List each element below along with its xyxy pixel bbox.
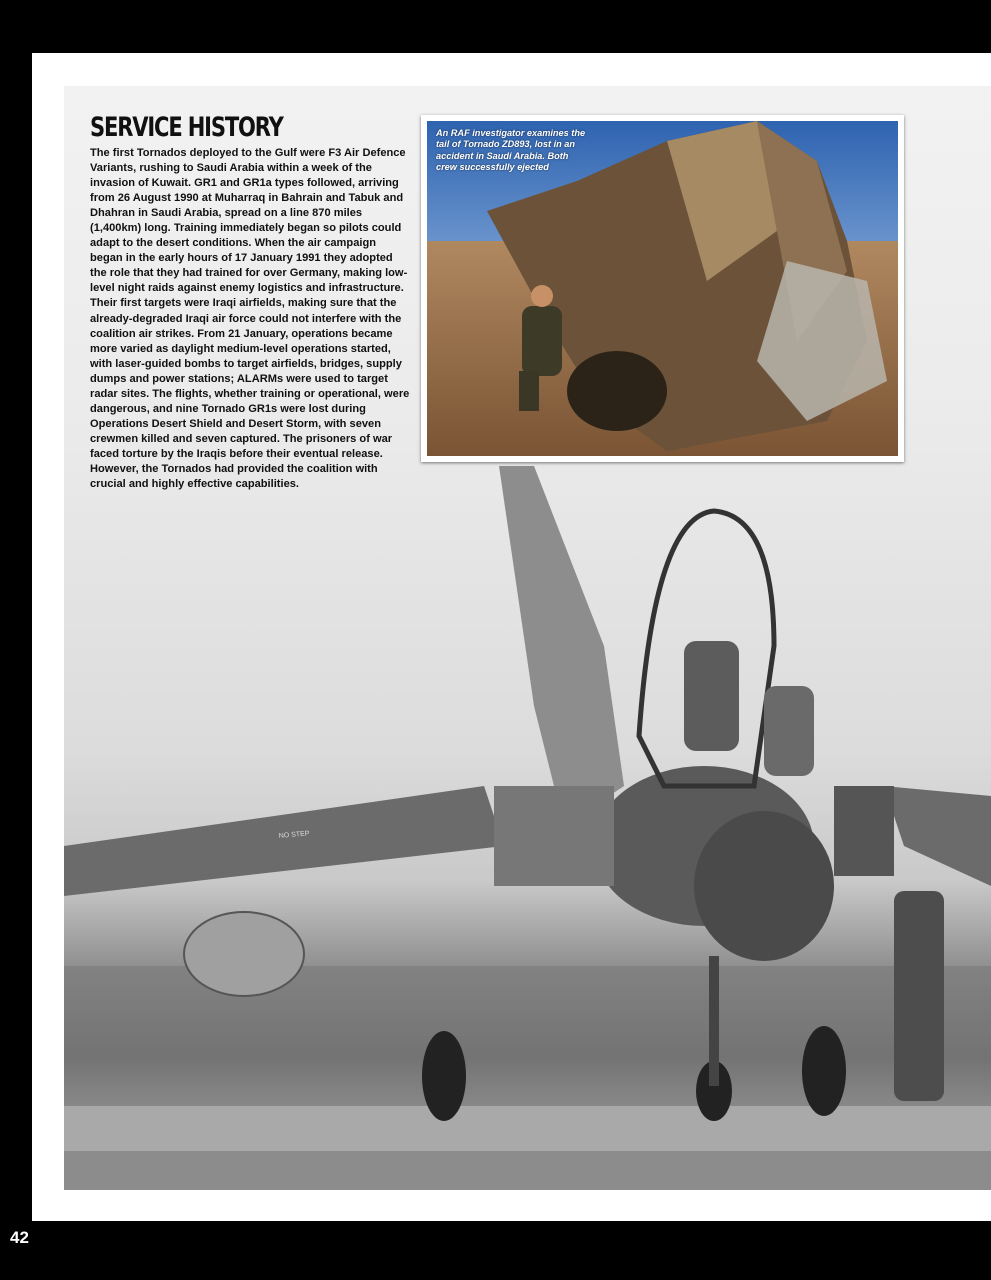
wing-marking: NO STEP <box>278 830 310 840</box>
inset-caption: An RAF investigator examines the tail of Tornado ZD893, lost in an accident in Saudi Arabia. Both crew successfully ejected <box>436 128 586 172</box>
article-title: SERVICE HISTORY <box>90 112 283 143</box>
article-body: The first Tornados deployed to the Gulf were F3 Air Defence Variants, rushing to Saudi Arabia within a week of the invasion of Kuwait. GR1 and GR1a types followed, arriving from 26 August 1990 at Muharraq in Bahrain and Tabuk and Dhahran in Saudi Arabia, spread on a line 870 miles (1,400km) long. Training immediately began so pilots could adapt to the desert conditions. When the air campaign began in the early hours of 17 January 1991 they adopted the role that they had trained for over Germany, making low-level night raids against enemy logistics and infrastructure. Their first targets were Iraqi airfields, making sure that the already-degraded Iraqi air force could not interfere with the coalition air strikes. From 21 January, operations became more varied as daylight medium-level operations started, with laser-guided bombs to target airfields, bridges, supply dumps and power stations; ALARMs were used to target radar sites. The flights, whether training or operational, were dangerous, and nine Tornado GR1s were lost during Operations Desert Shield and Desert Storm, with seven crewmen killed and seven captured. The prisoners of war faced torture by the Iraqis before their eventual release. However, the Tornados had provided the coalition with crucial and highly effective capabilities. <box>90 147 410 491</box>
page-number: 42 <box>10 1228 29 1247</box>
